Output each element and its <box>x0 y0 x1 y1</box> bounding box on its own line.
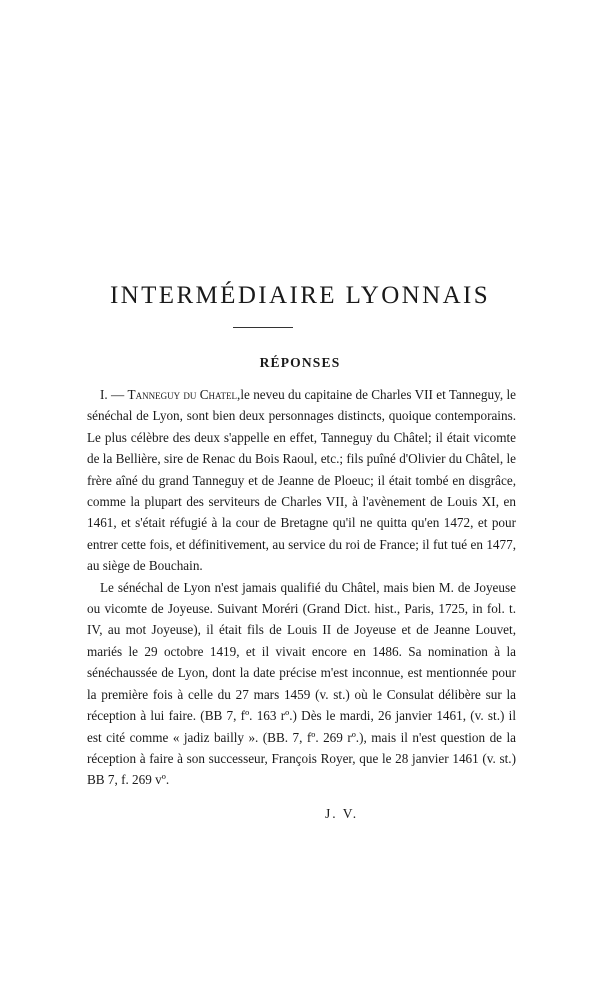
section-subtitle: RÉPONSES <box>259 355 341 370</box>
paragraph-2: Le sénéchal de Lyon n'est jamais qualifié du Châtel, mais bien M. de Joyeuse ou vicomte de Joyeuse. Suivant Moréri (Grand Dict. hist., Paris, 1725, in fol. t. IV, au mot Joyeuse), il était fils de Louis II de Joyeuse et de Jeanne Louvet, mariés le 29 octobre 1419, et il vivait encore en 1486. Sa nomination à la sénéchaussée de Lyon, dont la date précise m'est inconnue, est mentionnée pour la première fois à celle du 27 mars 1459 (v. st.) où le Consulat délibère sur la réception à lui faire. (BB 7, fº. 163 rº.) Dès le mardi, 26 janvier 1461, (v. st.) il est cité comme « jadiz bailly ». (BB. 7, fº. 269 rº.), mais il n'est question de la réception à faire à son successeur, François Royer, que le 28 janvier 1461 (v. st.) BB 7, f. 269 vº. <box>87 579 516 788</box>
article-body <box>87 384 516 791</box>
page-title: INTERMÉDIAIRE LYONNAIS <box>109 282 491 309</box>
author-signature: J. V. <box>325 806 359 821</box>
entry-name: Tanneguy du Chatel, <box>127 387 241 402</box>
title-divider <box>233 327 293 328</box>
paragraph-1 <box>87 384 516 577</box>
paragraph-1-text: le neveu du capitaine de Charles VII et Tanneguy, le sénéchal de Lyon, sont bien deux personnages distincts, quoique contemporains. Le plus célèbre des deux s'appelle en effet, Tanneguy du Châtel; il était vicomte de la Bellière, sire de Renac du Bois Raoul, etc.; fils puîné d'Olivier du Châtel, le frère aîné du grand Tanneguy et de Jeanne de Ploeuc; il était tombé en disgrâce, comme la plupart des serviteurs de Charles VII, à l'avènement de Louis XI, en 1461, et s'était réfugié à la cour de Bretagne qu'il ne quitta qu'en 1472, et pour entrer cette fois, et définitivement, au service du roi de France; il fut tué en 1477, au siège de Bouchain. <box>87 387 516 574</box>
entry-number: I. — <box>100 387 128 402</box>
